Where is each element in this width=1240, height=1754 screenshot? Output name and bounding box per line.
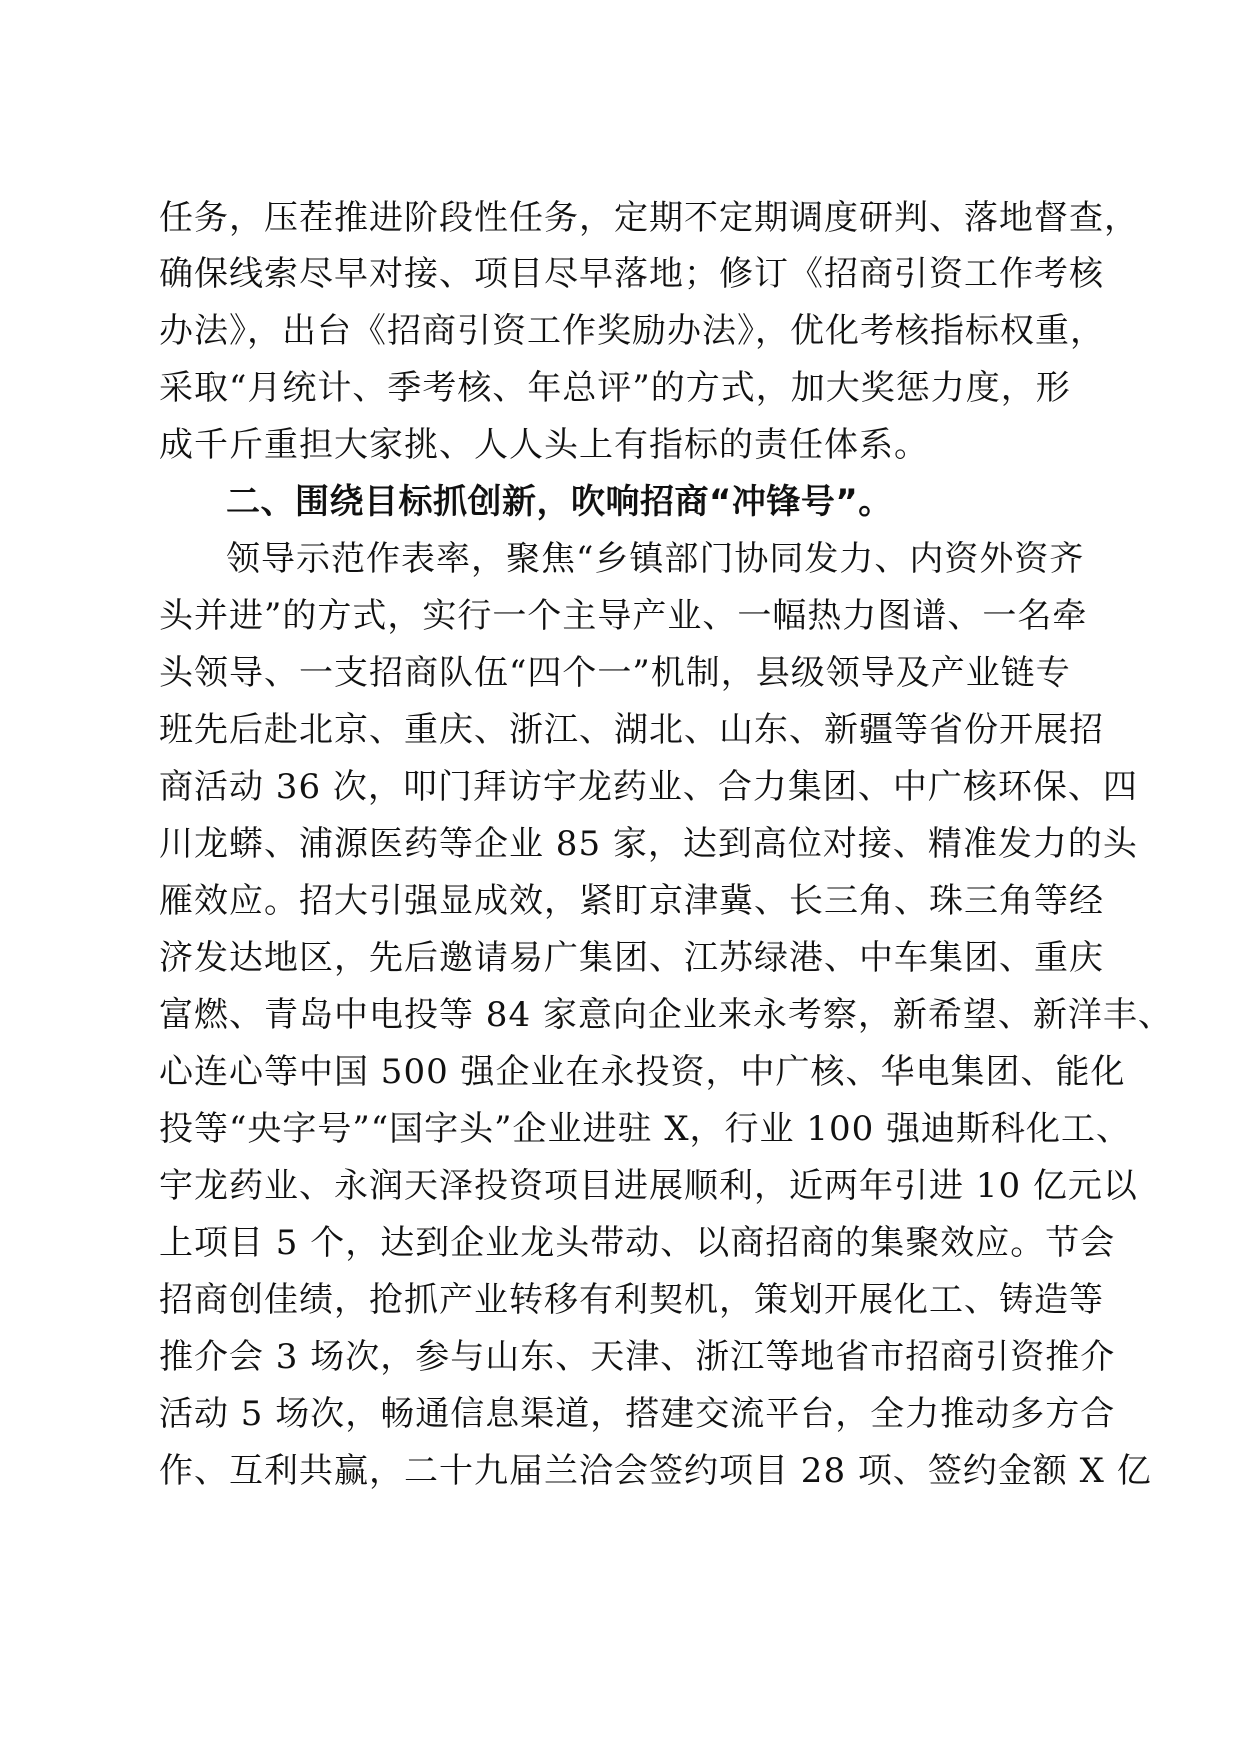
text-line: 办法》，出台《招商引资工作奖励办法》，优化考核指标权重， [159, 311, 1105, 351]
text-line: 头并进”的方式，实行一个主导产业、一幅热力图谱、一名牵 [159, 596, 1088, 636]
text-line: 招商创佳绩，抢抓产业转移有利契机，策划开展化工、铸造等 [159, 1280, 1104, 1320]
text-line: 成千斤重担大家挑、人人头上有指标的责任体系。 [159, 425, 929, 465]
text-line: 心连心等中国 500 强企业在永投资，中广核、华电集团、能化 [159, 1052, 1126, 1092]
text-line: 采取“月统计、季考核、年总评”的方式，加大奖惩力度，形 [159, 368, 1071, 408]
section-heading: 二、围绕目标抓创新，吹响招商“冲锋号”。 [226, 482, 893, 522]
text-line: 任务，压茬推进阶段性任务，定期不定期调度研判、落地督查， [159, 198, 1139, 238]
text-line: 领导示范作表率，聚焦“乡镇部门协同发力、内资外资齐 [226, 539, 1085, 579]
text-line: 推介会 3 场次，参与山东、天津、浙江等地省市招商引资推介 [159, 1337, 1116, 1377]
text-line: 雁效应。招大引强显成效，紧盯京津冀、长三角、珠三角等经 [159, 881, 1104, 921]
text-line: 确保线索尽早对接、项目尽早落地；修订《招商引资工作考核 [159, 254, 1104, 294]
text-line: 班先后赴北京、重庆、浙江、湖北、山东、新疆等省份开展招 [159, 710, 1104, 750]
text-line: 济发达地区，先后邀请易广集团、江苏绿港、中车集团、重庆 [159, 938, 1104, 978]
text-line: 投等“央字号”“国字头”企业进驻 X，行业 100 强迪斯科化工、 [159, 1109, 1132, 1149]
text-line: 商活动 36 次，叩门拜访宇龙药业、合力集团、中广核环保、四 [159, 767, 1138, 807]
text-line: 川龙蟒、浦源医药等企业 85 家，达到高位对接、精准发力的头 [159, 824, 1138, 864]
text-line: 上项目 5 个，达到企业龙头带动、以商招商的集聚效应。节会 [159, 1223, 1116, 1263]
text-line: 活动 5 场次，畅通信息渠道，搭建交流平台，全力推动多方合 [159, 1394, 1116, 1434]
text-line: 头领导、一支招商队伍“四个一”机制，县级领导及产业链专 [159, 653, 1071, 693]
text-line: 富燃、青岛中电投等 84 家意向企业来永考察，新希望、新洋丰、 [159, 995, 1173, 1035]
text-line: 宇龙药业、永润天泽投资项目进展顺利，近两年引进 10 亿元以 [159, 1166, 1138, 1206]
text-line: 作、互利共赢，二十九届兰洽会签约项目 28 项、签约金额 X 亿 [159, 1451, 1152, 1491]
